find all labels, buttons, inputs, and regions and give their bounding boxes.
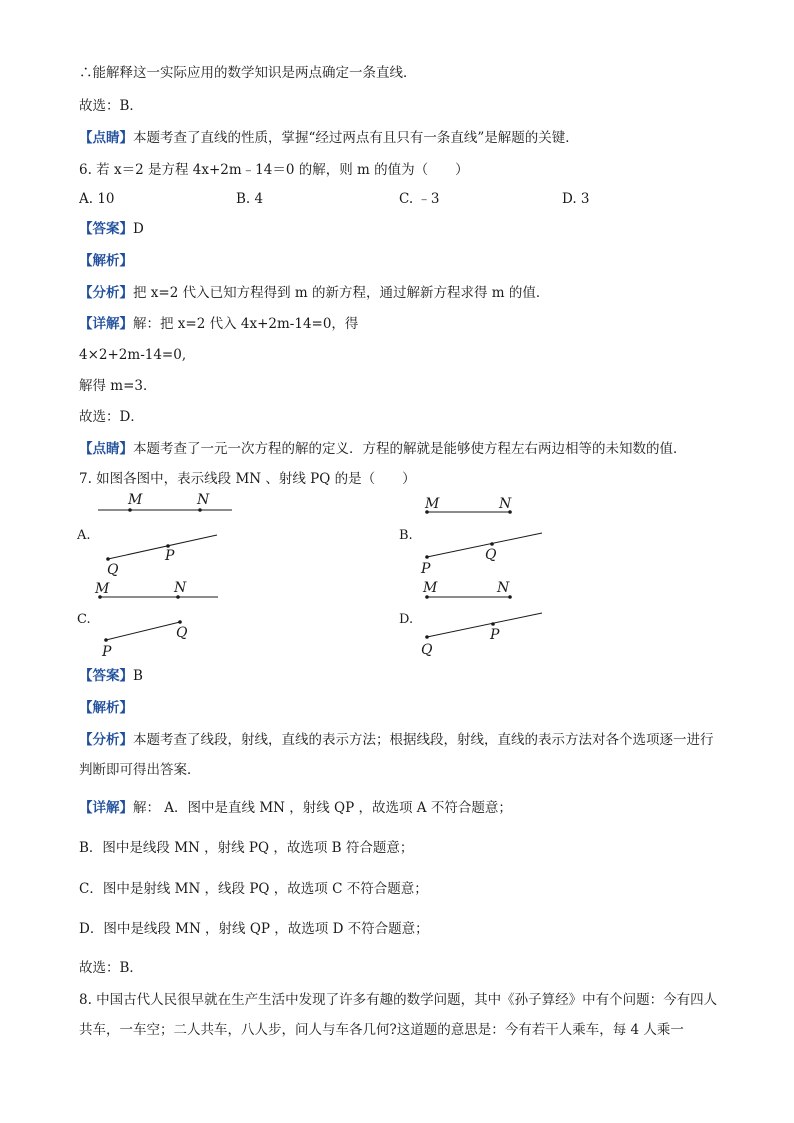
dianjing-line xyxy=(79,440,687,458)
xiangjie-line xyxy=(79,799,512,817)
option-d-explain: D．图中是线段 MN ，射线 QP ，故选项 D 不符合题意； xyxy=(79,921,429,937)
section-tag: 【答案】 xyxy=(79,668,133,684)
section-tag: 【分析】 xyxy=(79,732,133,748)
fenxi-line xyxy=(79,725,719,785)
point-n-label: N xyxy=(497,580,510,596)
point-m-label: M xyxy=(425,496,440,512)
figure-c xyxy=(90,575,230,665)
analysis-heading: 【解析】 xyxy=(79,253,133,269)
section-tag: 【详解】 xyxy=(79,316,133,332)
solution-line: 解得 m=3． xyxy=(79,378,157,394)
section-tag: 【答案】 xyxy=(79,221,133,237)
answer-line xyxy=(79,220,144,238)
section-tag: 【点睛】 xyxy=(79,441,133,457)
point-n-label: N xyxy=(197,492,210,508)
choice-a: A. 10 xyxy=(79,191,115,207)
question-8: 8. 中国古代人民很早就在生产生活中发现了许多有趣的数学问题，其中《孙子算经》中有个问题：今有四人共车，一车空；二人共车，八人步，问人与车各几何?这道题的意思是：今有若干人乘车，每 4 人乘一 xyxy=(79,992,718,1038)
xiangjie-line xyxy=(79,315,358,333)
question-7: 7. 如图各图中，表示线段 MN 、射线 PQ 的是（ ） xyxy=(79,471,416,487)
point-q-label: Q xyxy=(421,642,433,658)
option-c-explain: C．图中是射线 MN ，线段 PQ ，故选项 C 不符合题意； xyxy=(79,881,428,897)
point-q-label: Q xyxy=(485,547,497,563)
point-n-label: N xyxy=(499,496,512,512)
point-p-label: P xyxy=(102,644,112,660)
text-content: 解： A．图中是直线 MN ，射线 QP ，故选项 A 不符合题意； xyxy=(133,800,512,816)
option-label-a: A. xyxy=(77,528,91,543)
text-content: 本题考查了线段，射线，直线的表示方法；根据线段，射线，直线的表示方法对各个选项逐一进行判断即可得出答案． xyxy=(79,732,714,778)
option-label-b: B. xyxy=(399,528,413,543)
point-m-label: M xyxy=(128,492,143,508)
answer-value: B xyxy=(133,668,143,684)
text-content: 解：把 x=2 代入 4x+2m-14=0，得 xyxy=(133,316,359,332)
point-m-label: M xyxy=(95,581,110,597)
fenxi-line xyxy=(79,284,549,302)
point-p-label: P xyxy=(165,548,175,564)
text-content: 本题考查了一元一次方程的解的定义．方程的解就是能够使方程左右两边相等的未知数的值． xyxy=(133,441,687,457)
text-content: 本题考查了直线的性质，掌握“经过两点有且只有一条直线”是解题的关键． xyxy=(133,130,579,146)
choice-c: C. ﹣3 xyxy=(399,191,440,207)
point-q-label: Q xyxy=(107,562,119,578)
text-line: 故选：D． xyxy=(79,409,144,425)
choice-d: D. 3 xyxy=(562,191,590,207)
point-q-label: Q xyxy=(176,625,188,641)
equation-line: 4×2+2m-14=0, xyxy=(79,347,187,363)
figure-a xyxy=(90,490,250,580)
point-p-label: P xyxy=(421,561,431,577)
section-tag: 【详解】 xyxy=(79,800,133,816)
point-m-label: M xyxy=(423,580,438,596)
section-tag: 【分析】 xyxy=(79,285,133,301)
dianjing-line xyxy=(79,129,579,147)
text-line: 故选：B． xyxy=(79,960,143,976)
text-content: 把 x=2 代入已知方程得到 m 的新方程，通过解新方程求得 m 的值． xyxy=(133,285,550,301)
figure-b xyxy=(415,490,555,580)
text-line: 故选：B． xyxy=(79,98,143,114)
point-n-label: N xyxy=(174,580,187,596)
analysis-heading: 【解析】 xyxy=(79,700,133,716)
section-tag: 【点睛】 xyxy=(79,130,133,146)
answer-line xyxy=(79,667,143,685)
question-6: 6. 若 x＝2 是方程 4x+2m﹣14＝0 的解，则 m 的值为（ ） xyxy=(79,162,469,178)
option-label-d: D. xyxy=(399,612,414,627)
text-line: ∴能解释这一实际应用的数学知识是两点确定一条直线． xyxy=(79,65,417,81)
answer-value: D xyxy=(133,221,144,237)
option-b-explain: B．图中是线段 MN ，射线 PQ ，故选项 B 符合题意； xyxy=(79,840,414,856)
point-p-label: P xyxy=(490,627,500,643)
option-label-c: C. xyxy=(77,612,91,627)
figure-d xyxy=(415,575,555,665)
choice-b: B. 4 xyxy=(236,191,264,207)
